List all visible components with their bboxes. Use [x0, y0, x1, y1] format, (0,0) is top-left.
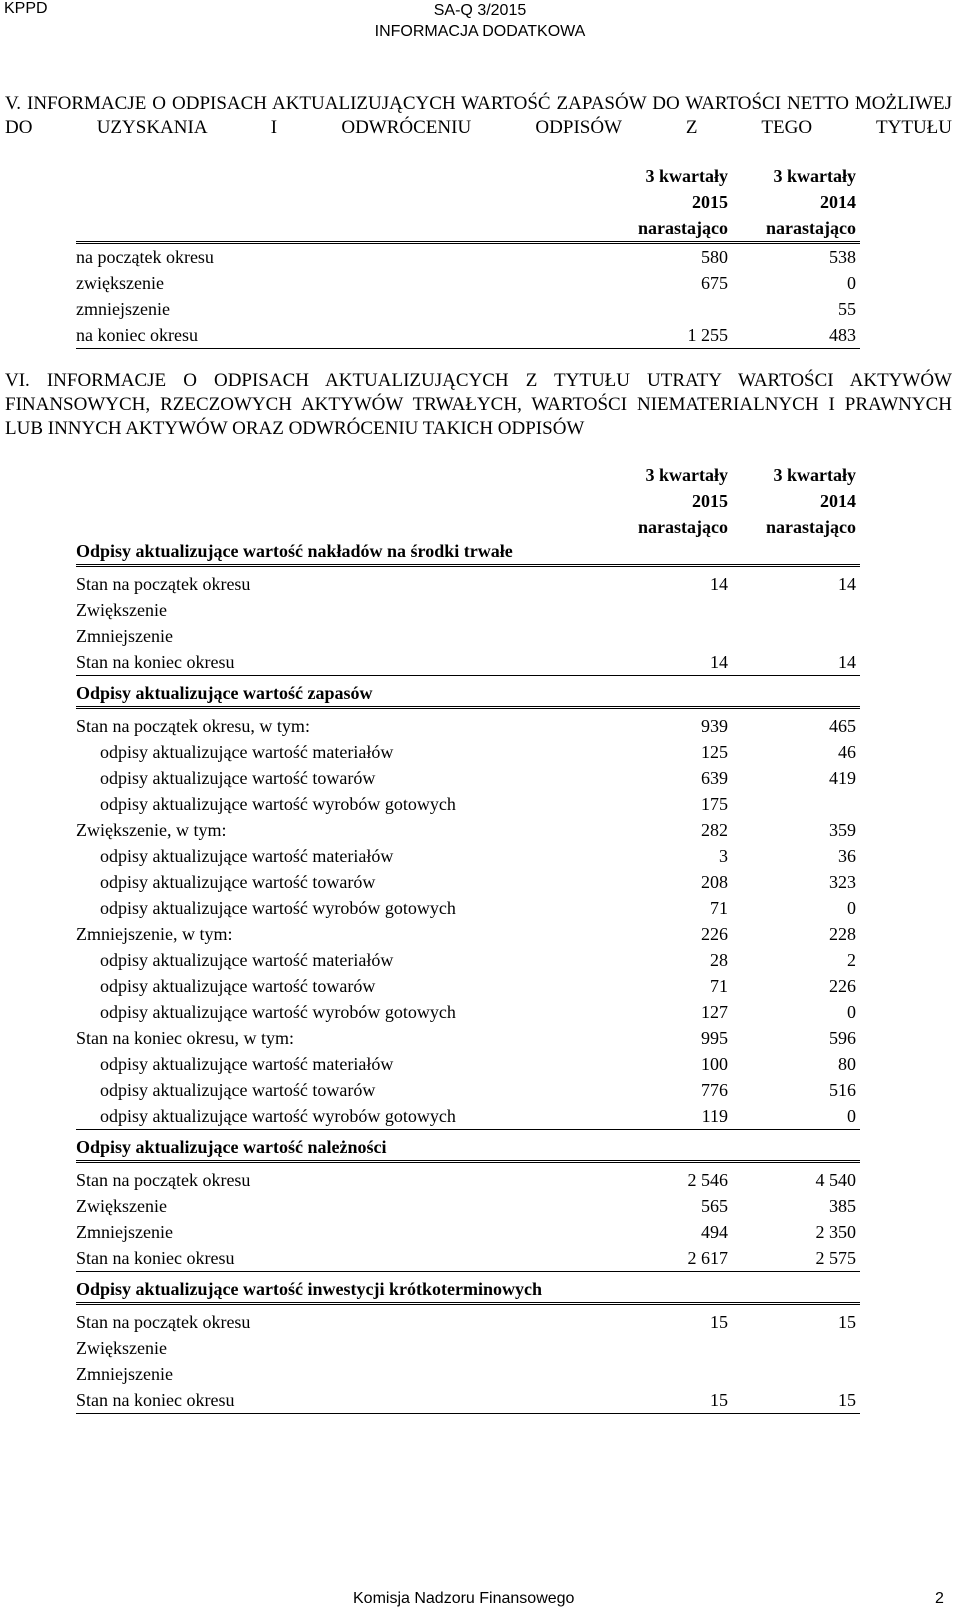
table-row [76, 296, 860, 322]
row-label: Zmniejszenie [76, 626, 173, 646]
row-label: odpisy aktualizujące wartość wyrobów gotowych [100, 794, 456, 814]
row-label: Stan na początek okresu [76, 1312, 251, 1332]
row-label: Stan na koniec okresu [76, 1390, 235, 1410]
value-2014: 323 [829, 872, 856, 892]
value-2015: 226 [701, 924, 728, 944]
section6-col1-header: 3 kwartały 2015 narastająco [638, 465, 728, 537]
group-title-text: Odpisy aktualizujące wartość należności [76, 1137, 387, 1157]
value-2015: 14 [710, 652, 728, 672]
value-2015: 282 [701, 820, 728, 840]
group-title [76, 1134, 860, 1163]
table-row [76, 713, 860, 739]
header-report-section: INFORMACJA DODATKOWA [374, 23, 586, 40]
value-2015: 119 [701, 1106, 728, 1126]
footer-text: Komisja Nadzoru Finansowego [353, 1590, 575, 1607]
section6-column-headers [76, 462, 860, 538]
table-row [76, 1025, 860, 1051]
section5-rows [76, 244, 860, 349]
value-2014: 385 [829, 1196, 856, 1216]
table-row [76, 1077, 860, 1103]
value-2015: 71 [710, 898, 728, 918]
value-2014: 14 [838, 652, 856, 672]
value-2014: 55 [838, 299, 856, 319]
section5-col1-header: 3 kwartały 2015 narastająco [638, 166, 728, 238]
value-2015: 127 [701, 1002, 728, 1022]
value-2014: 483 [829, 325, 856, 345]
table-row [76, 921, 860, 947]
value-2014: 228 [829, 924, 856, 944]
value-2015: 939 [701, 716, 728, 736]
row-label: Stan na koniec okresu [76, 652, 235, 672]
value-2015: 15 [710, 1312, 728, 1332]
row-label: odpisy aktualizujące wartość materiałów [100, 742, 394, 762]
value-2014: 596 [829, 1028, 856, 1048]
table-row [76, 571, 860, 597]
row-label: zwiększenie [76, 273, 164, 293]
group-title [76, 680, 860, 709]
table-row [76, 1193, 860, 1219]
footer-page-number: 2 [935, 1590, 944, 1607]
row-label: Zwiększenie [76, 1196, 167, 1216]
value-2015: 15 [710, 1390, 728, 1410]
row-label: Zmniejszenie [76, 1364, 173, 1384]
row-label: odpisy aktualizujące wartość towarów [100, 976, 376, 996]
row-label: Stan na koniec okresu [76, 1248, 235, 1268]
value-2014: 538 [829, 247, 856, 267]
value-2014: 0 [847, 1106, 856, 1126]
row-label: odpisy aktualizujące wartość towarów [100, 872, 376, 892]
header-report-title [300, 0, 660, 42]
value-2014: 15 [838, 1390, 856, 1410]
table-row [76, 739, 860, 765]
value-2014: 0 [847, 1002, 856, 1022]
value-2015: 71 [710, 976, 728, 996]
row-label: odpisy aktualizujące wartość wyrobów gotowych [100, 1002, 456, 1022]
row-label: zmniejszenie [76, 299, 170, 319]
value-2014: 465 [829, 716, 856, 736]
value-2014: 46 [838, 742, 856, 762]
value-2014: 0 [847, 898, 856, 918]
row-label: odpisy aktualizujące wartość towarów [100, 1080, 376, 1100]
value-2015: 776 [701, 1080, 728, 1100]
section5-col2-header: 3 kwartały 2014 narastająco [766, 166, 856, 238]
table-row [76, 597, 860, 623]
row-label: odpisy aktualizujące wartość materiałów [100, 846, 394, 866]
section6-col2-header: 3 kwartały 2014 narastająco [766, 465, 856, 537]
table-row [76, 1309, 860, 1335]
section6-table [76, 462, 860, 1414]
row-label: na początek okresu [76, 247, 214, 267]
row-label: odpisy aktualizujące wartość wyrobów gotowych [100, 898, 456, 918]
value-2014: 0 [847, 273, 856, 293]
section5-table [76, 163, 860, 349]
value-2015: 675 [701, 273, 728, 293]
row-label: Zmniejszenie, w tym: [76, 924, 233, 944]
value-2014: 2 [847, 950, 856, 970]
value-2014: 4 540 [815, 1170, 856, 1190]
table-row [76, 322, 860, 349]
row-label: Zwiększenie, w tym: [76, 820, 227, 840]
value-2015: 565 [701, 1196, 728, 1216]
value-2015: 28 [710, 950, 728, 970]
table-row [76, 895, 860, 921]
group-title [76, 538, 860, 567]
section6-title: VI. INFORMACJE O ODPISACH AKTUALIZUJĄCYCH Z TYTUŁU UTRATY WARTOŚCI AKTYWÓW FINANSOWYCH, RZECZOWYCH AKTYWÓW TRWAŁYCH, WARTOŚCI NIEMATERIALNYCH I PRAWNYCH LUB INNYCH AKTYWÓW ORAZ ODWRÓCENIU TAKICH ODPISÓW [5, 370, 952, 439]
section5-title: V. INFORMACJE O ODPISACH AKTUALIZUJĄCYCH WARTOŚĆ ZAPASÓW DO WARTOŚCI NETTO MOŻLIWEJ DO UZYSKANIA I ODWRÓCENIU ODPISÓW Z TEGO TYTUŁU [5, 93, 952, 138]
table-row [76, 1103, 860, 1130]
row-label: Stan na początek okresu, w tym: [76, 716, 310, 736]
table-row [76, 1361, 860, 1387]
header-company-code: KPPD [4, 0, 48, 17]
table-row [76, 869, 860, 895]
value-2014: 80 [838, 1054, 856, 1074]
table-row [76, 1387, 860, 1414]
group-title-text: Odpisy aktualizujące wartość nakładów na środki trwałe [76, 541, 513, 561]
row-label: Stan na początek okresu [76, 1170, 251, 1190]
table-row [76, 765, 860, 791]
table-row [76, 999, 860, 1025]
value-2014: 359 [829, 820, 856, 840]
table-row [76, 791, 860, 817]
row-label: Stan na początek okresu [76, 574, 251, 594]
group-title-text: Odpisy aktualizujące wartość inwestycji krótkoterminowych [76, 1279, 542, 1299]
value-2015: 2 617 [687, 1248, 728, 1268]
table-row [76, 1167, 860, 1193]
value-2015: 14 [710, 574, 728, 594]
value-2015: 175 [701, 794, 728, 814]
value-2014: 2 350 [815, 1222, 856, 1242]
table-row [76, 817, 860, 843]
row-label: odpisy aktualizujące wartość wyrobów gotowych [100, 1106, 456, 1126]
table-row [76, 947, 860, 973]
value-2014: 516 [829, 1080, 856, 1100]
value-2014: 2 575 [815, 1248, 856, 1268]
table-row [76, 623, 860, 649]
table-row [76, 973, 860, 999]
row-label: odpisy aktualizujące wartość materiałów [100, 1054, 394, 1074]
table-row [76, 270, 860, 296]
header-report-code: SA-Q 3/2015 [433, 2, 527, 19]
value-2015: 494 [701, 1222, 728, 1242]
group-title-text: Odpisy aktualizujące wartość zapasów [76, 683, 373, 703]
value-2014: 36 [838, 846, 856, 866]
table-row [76, 1335, 860, 1361]
table-row [76, 1051, 860, 1077]
table-row [76, 649, 860, 676]
row-label: odpisy aktualizujące wartość towarów [100, 768, 376, 788]
value-2014: 14 [838, 574, 856, 594]
table-row [76, 1219, 860, 1245]
value-2015: 208 [701, 872, 728, 892]
row-label: Zwiększenie [76, 600, 167, 620]
group-title [76, 1276, 860, 1305]
value-2014: 15 [838, 1312, 856, 1332]
value-2015: 995 [701, 1028, 728, 1048]
table-row [76, 244, 860, 270]
value-2015: 580 [701, 247, 728, 267]
value-2015: 1 255 [687, 325, 728, 345]
table-row [76, 1245, 860, 1272]
section5-column-headers [76, 163, 860, 244]
section6-groups [76, 538, 860, 1414]
value-2014: 226 [829, 976, 856, 996]
row-label: Stan na koniec okresu, w tym: [76, 1028, 294, 1048]
value-2015: 639 [701, 768, 728, 788]
value-2015: 3 [719, 846, 728, 866]
table-row [76, 843, 860, 869]
value-2015: 125 [701, 742, 728, 762]
row-label: odpisy aktualizujące wartość materiałów [100, 950, 394, 970]
row-label: Zwiększenie [76, 1338, 167, 1358]
row-label: na koniec okresu [76, 325, 198, 345]
row-label: Zmniejszenie [76, 1222, 173, 1242]
value-2014: 419 [829, 768, 856, 788]
value-2015: 2 546 [687, 1170, 728, 1190]
value-2015: 100 [701, 1054, 728, 1074]
